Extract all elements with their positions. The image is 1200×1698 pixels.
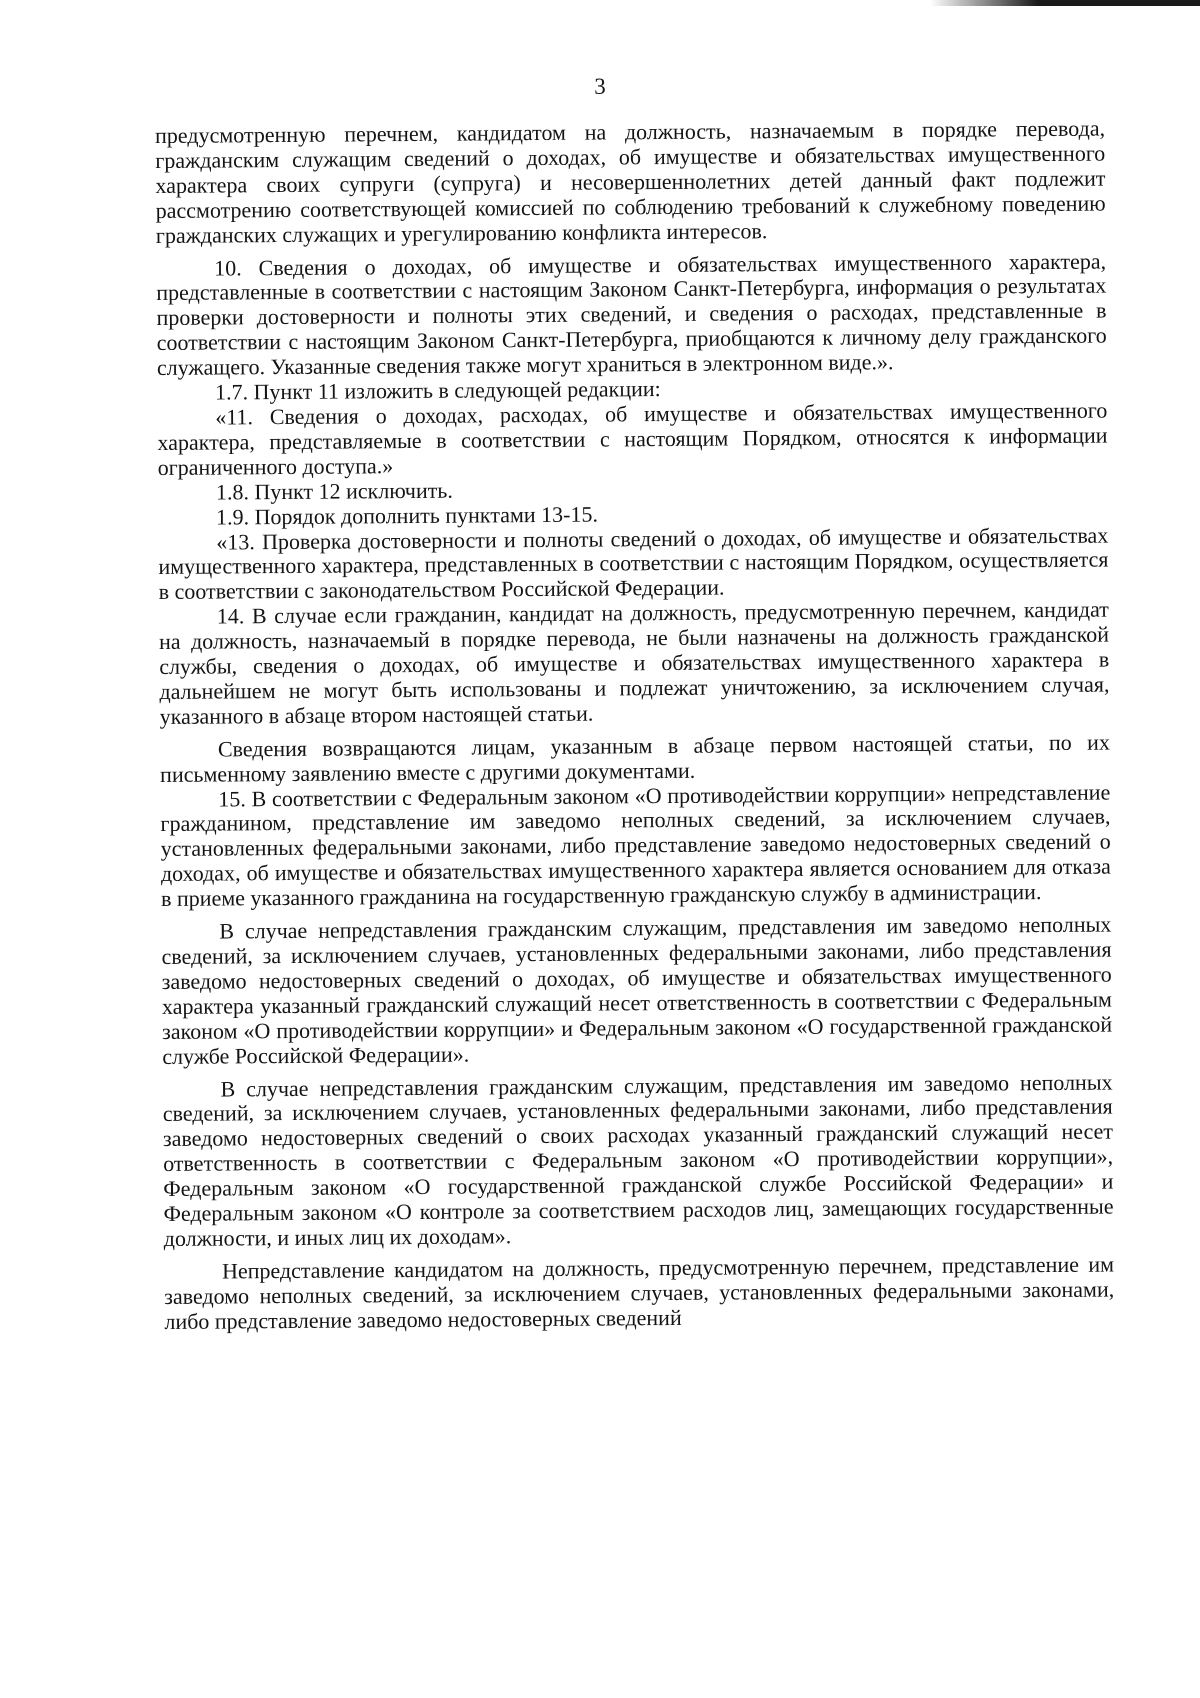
- paragraph-item-15-part-4: Непредставление кандидатом на должность, предусмотренную перечнем, представление им заведомо неполных сведений, за исключением случаев, установленных федеральными законами, либо представление заведомо недостоверных сведений: [164, 1251, 1115, 1334]
- paragraph-amend-1-7: 1.7. Пункт 11 изложить в следующей редакции:: [215, 376, 661, 405]
- paragraph-item-15: 15. В соответствии с Федеральным законом «О противодействии коррупции» непредставление гражданином, представление им заведомо неполных сведений, за исключением случаев, установленных федеральными законами, либо представление заведомо недостоверных сведений о доходах, об имуществе и обязательствах имущественного характера является основанием для отказа в приеме указанного гражданина на государственную гражданскую службу в администрации.: [160, 779, 1111, 912]
- paragraph-item-10: 10. Сведения о доходах, об имуществе и обязательствах имущественного характера, представленные в соответствии с настоящим Законом Санкт-Петербурга, информация о результатах проверки достоверности и полноты этих сведений, и сведения о расходах, представленные в соответствии с настоящим Законом Санкт-Петербурга, приобщаются к личному делу гражданского служащего. Указанные сведения также могут храниться в электронном виде.».: [156, 248, 1107, 381]
- document-body: [155, 117, 1114, 1335]
- paragraph-amend-1-8: 1.8. Пункт 12 исключить.: [215, 477, 453, 505]
- paragraph-item-13: «13. Проверка достоверности и полноты сведений о доходах, об имуществе и обязательствах имущественного характера, представленных в соответствии с настоящим Порядком, осуществляется в соответствии с законодательством Российской Федерации.: [158, 522, 1109, 605]
- paragraph-item-15-part-3: В случае непредставления гражданским служащим, представления им заведомо неполных сведений, за исключением случаев, установленных федеральными законами, либо представления заведомо недостоверных сведений о своих расходах указанный гражданский служащий несет ответственность в соответствии с Федеральным законом «О противодействии коррупции», Федеральным законом «О государственной гражданской службе Российской Федерации» и Федеральным законом «О контроле за соответствием расходов лиц, замещающих государственные должности, и иных лиц их доходам».: [162, 1069, 1114, 1251]
- paragraph-item-14: 14. В случае если гражданин, кандидат на должность, предусмотренную перечнем, кандидат на должность, назначаемый в порядке перевода, не были назначены на должность гражданской службы, сведения о доходах, об имуществе и обязательствах имущественного характера в дальнейшем не могут быть использованы и подлежат уничтожению, за исключением случая, указанного в абзаце втором настоящей статьи.: [158, 596, 1110, 729]
- page-number: 3: [594, 74, 606, 99]
- paragraph-item-11: «11. Сведения о доходах, расходах, об имуществе и обязательствах имущественного характера, представляемые в соответствии с настоящим Порядком, относятся к информации ограниченного доступа.»: [157, 397, 1108, 480]
- paragraph-amend-1-9: 1.9. Порядок дополнить пунктами 13-15.: [215, 501, 599, 530]
- paragraph-item-14-part-2: Сведения возвращаются лицам, указанным в абзаце первом настоящей статьи, по их письменному заявлению вместе с другими документами.: [160, 729, 1110, 787]
- paragraph-continuation: предусмотренную перечнем, кандидатом на должность, назначаемым в порядке перевода, гражданским служащим сведений о доходах, об имуществе и обязательствах имущественного характера своих супруги (супруга) и несовершеннолетних детей данный факт подлежит рассмотрению соответствующей комиссией по соблюдению требований к служебному поведению гражданских служащих и урегулированию конфликта интересов.: [154, 115, 1106, 248]
- paragraph-item-15-part-2: В случае непредставления гражданским служащим, представления им заведомо неполных сведений, за исключением случаев, установленных федеральными законами, либо представления заведомо недостоверных сведений о доходах, об имуществе и обязательствах имущественного характера указанный гражданский служащий несет ответственность в соответствии с Федеральным законом «О противодействии коррупции» и Федеральным законом «О государственной гражданской службе Российской Федерации».: [161, 911, 1113, 1069]
- scan-edge-mark: [930, 0, 1200, 6]
